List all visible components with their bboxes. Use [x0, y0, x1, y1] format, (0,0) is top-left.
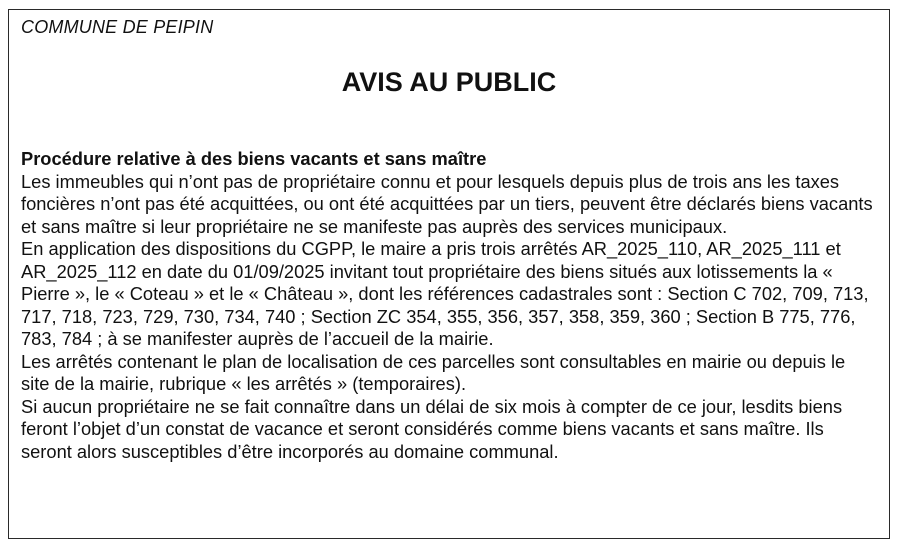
- paragraph-consultation: Les arrêtés contenant le plan de localisation de ces parcelles sont consultables en mairie ou depuis le site de la mairie, rubrique « les arrêtés » (temporaires).: [21, 350, 846, 394]
- paragraph-consequences: Si aucun propriétaire ne se fait connaître dans un délai de six mois à compter de ce jour, lesdits biens feront l’objet d’un constat de vacance et seront considérés comme biens vacants et sans maître. Ils seront alors susceptibles d’être incorporés au domaine communal.: [21, 395, 843, 462]
- notice-frame: [8, 9, 890, 539]
- paragraph-vacant-property-definition: Les immeubles qui n’ont pas de propriétaire connu et pour lesquels depuis plus de trois ans les taxes foncières n’ont pas été acquittées, ou ont été acquittées par un tiers, peuvent être déclarés biens vacants et sans maître si leur propriétaire ne se manifeste pas auprès des services municipaux.: [21, 170, 873, 237]
- commune-name: COMMUNE DE PEIPIN: [21, 17, 214, 37]
- notice-title: AVIS AU PUBLIC: [341, 67, 557, 97]
- procedure-heading: Procédure relative à des biens vacants et sans maître: [21, 148, 487, 169]
- paragraph-decrees: En application des dispositions du CGPP, le maire a pris trois arrêtés AR_2025_110, AR_2025_111 et AR_2025_112 en date du 01/09/2025 invitant tout propriétaire des biens situés aux lotissements la « Pierre », le « Coteau » et le « Château », dont les références cadastrales sont : Section C 702, 709, 713, 717, 718, 723, 729, 730, 734, 740 ; Section ZC 354, 355, 356, 357, 358, 359, 360 ; Section B 775, 776, 783, 784 ; à se manifester auprès de l’accueil de la mairie.: [21, 238, 869, 349]
- notice-body: [21, 148, 877, 463]
